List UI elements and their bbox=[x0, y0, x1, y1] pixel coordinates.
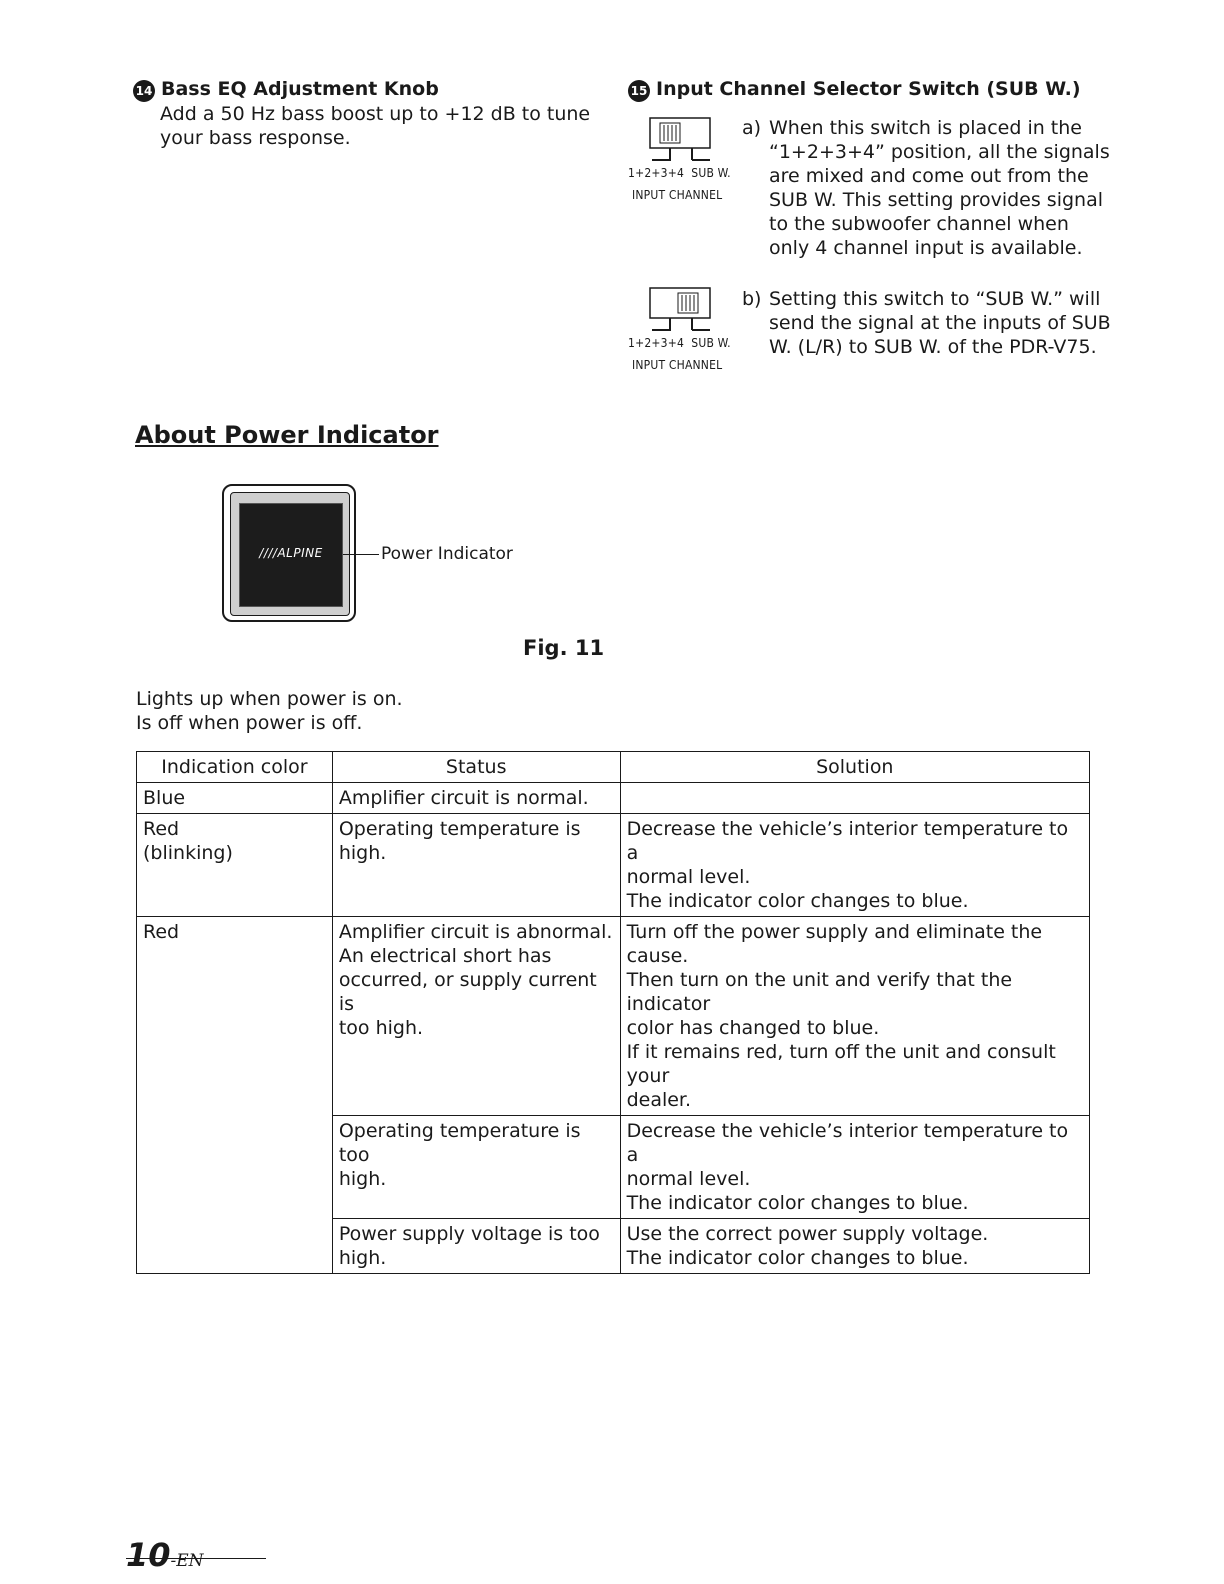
cell-line: Use the correct power supply voltage. bbox=[626, 1223, 989, 1245]
color-cell bbox=[137, 917, 333, 1274]
cell-line: Amplifier circuit is abnormal. bbox=[338, 921, 613, 943]
cell-line: Decrease the vehicle’s interior temperature to a bbox=[626, 1120, 1069, 1166]
page-number-value: 10 bbox=[126, 1536, 171, 1574]
color-cell bbox=[137, 783, 333, 814]
cell-line: Operating temperature is too bbox=[338, 1120, 581, 1166]
table-row bbox=[137, 917, 1090, 1116]
item-15-b-text bbox=[769, 287, 1111, 359]
solution-cell bbox=[620, 1116, 1089, 1219]
figure-caption: Fig. 11 bbox=[523, 636, 605, 660]
item-15-b-marker: b) bbox=[742, 288, 762, 310]
item-14-heading bbox=[133, 78, 439, 102]
item-15-heading bbox=[628, 78, 1081, 102]
cell-line: too high. bbox=[338, 1017, 424, 1039]
section-title-power-indicator: About Power Indicator bbox=[135, 421, 439, 449]
solution-cell bbox=[620, 783, 1089, 814]
text-line: Setting this switch to “SUB W.” will bbox=[769, 288, 1101, 310]
status-cell bbox=[332, 1116, 620, 1219]
cell-line: Amplifier circuit is normal. bbox=[338, 787, 589, 809]
cell-line: (blinking) bbox=[143, 842, 233, 864]
cell-line: Red bbox=[143, 818, 180, 840]
indicator-frame bbox=[230, 492, 350, 616]
cell-line: Power supply voltage is too bbox=[338, 1223, 600, 1245]
text-line: to the subwoofer channel when bbox=[769, 213, 1069, 235]
cell-line: high. bbox=[338, 1247, 387, 1269]
cell-line: Red bbox=[143, 921, 180, 943]
power-notes bbox=[136, 687, 403, 735]
power-indicator-figure bbox=[222, 484, 356, 622]
text-line: Is off when power is off. bbox=[136, 712, 363, 734]
table-header: Indication color bbox=[137, 752, 333, 783]
text-line: When this switch is placed in the bbox=[769, 117, 1082, 139]
item-15-a-text bbox=[769, 116, 1110, 260]
cell-line: high. bbox=[338, 1168, 387, 1190]
label-subw: SUB W. bbox=[691, 166, 731, 180]
power-indicator-callout: Power Indicator bbox=[381, 544, 513, 564]
page-number bbox=[126, 1536, 204, 1574]
table-header: Status bbox=[332, 752, 620, 783]
label-subw: SUB W. bbox=[691, 336, 731, 350]
label-1234: 1+2+3+4 bbox=[628, 336, 685, 350]
cell-line: normal level. bbox=[626, 1168, 751, 1190]
text-line: are mixed and come out from the bbox=[769, 165, 1089, 187]
table-row bbox=[137, 783, 1090, 814]
slide-switch-icon bbox=[626, 284, 736, 340]
cell-line: dealer. bbox=[626, 1089, 692, 1111]
solution-cell bbox=[620, 1219, 1089, 1274]
item-14-description bbox=[160, 102, 590, 150]
text-line: your bass response. bbox=[160, 127, 351, 149]
solution-cell bbox=[620, 814, 1089, 917]
item-number-badge: 15 bbox=[628, 80, 650, 102]
text-line: only 4 channel input is available. bbox=[769, 237, 1083, 259]
text-line: SUB W. This setting provides signal bbox=[769, 189, 1103, 211]
cell-line: occurred, or supply current is bbox=[338, 969, 597, 1015]
cell-line: The indicator color changes to blue. bbox=[626, 890, 969, 912]
item-15-a-marker: a) bbox=[742, 117, 762, 139]
footer-rule bbox=[126, 1558, 266, 1559]
text-line: Add a 50 Hz bass boost up to +12 dB to tune bbox=[160, 103, 591, 125]
cell-line: The indicator color changes to blue. bbox=[626, 1192, 969, 1214]
item-15-title: Input Channel Selector Switch (SUB W.) bbox=[656, 78, 1081, 100]
table-header-row bbox=[137, 752, 1090, 783]
status-cell bbox=[332, 917, 620, 1116]
cell-line: Then turn on the unit and verify that the indicator bbox=[626, 969, 1013, 1015]
status-cell bbox=[332, 1219, 620, 1274]
cell-line: If it remains red, turn off the unit and consult your bbox=[626, 1041, 1056, 1087]
switch-position-labels bbox=[628, 166, 731, 180]
cell-line: Decrease the vehicle’s interior temperature to a bbox=[626, 818, 1069, 864]
item-14-title: Bass EQ Adjustment Knob bbox=[161, 78, 439, 100]
callout-line bbox=[343, 554, 379, 555]
solution-cell bbox=[620, 917, 1089, 1116]
slide-switch-icon bbox=[626, 114, 736, 170]
indicator-panel bbox=[239, 503, 343, 607]
status-cell bbox=[332, 783, 620, 814]
alpine-logo: ////ALPINE bbox=[259, 546, 323, 560]
text-line: send the signal at the inputs of SUB bbox=[769, 312, 1111, 334]
cell-line: normal level. bbox=[626, 866, 751, 888]
text-line: “1+2+3+4” position, all the signals bbox=[769, 141, 1110, 163]
switch-diagram-a bbox=[626, 114, 736, 202]
cell-line: color has changed to blue. bbox=[626, 1017, 880, 1039]
table-row bbox=[137, 814, 1090, 917]
switch-diagram-b bbox=[626, 284, 736, 372]
text-line: W. (L/R) to SUB W. of the PDR-V75. bbox=[769, 336, 1097, 358]
cell-line: high. bbox=[338, 842, 387, 864]
item-number-badge: 14 bbox=[133, 80, 155, 102]
cell-line: Blue bbox=[143, 787, 186, 809]
cell-line: Turn off the power supply and eliminate the cause. bbox=[626, 921, 1043, 967]
color-cell bbox=[137, 814, 333, 917]
switch-caption: INPUT CHANNEL bbox=[632, 358, 723, 372]
text-line: Lights up when power is on. bbox=[136, 688, 403, 710]
cell-line: Operating temperature is bbox=[338, 818, 581, 840]
cell-line: An electrical short has bbox=[338, 945, 552, 967]
switch-caption: INPUT CHANNEL bbox=[632, 188, 723, 202]
cell-line: The indicator color changes to blue. bbox=[626, 1247, 969, 1269]
status-cell bbox=[332, 814, 620, 917]
label-1234: 1+2+3+4 bbox=[628, 166, 685, 180]
indicator-table bbox=[136, 751, 1090, 1274]
table-header: Solution bbox=[620, 752, 1089, 783]
switch-position-labels bbox=[628, 336, 731, 350]
page-language-suffix: -EN bbox=[170, 1551, 204, 1571]
